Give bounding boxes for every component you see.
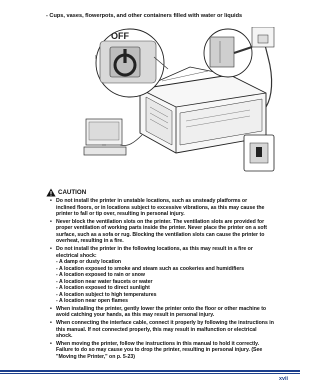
caution-text-line: Do not install the printer in unstable locations, such as unsteady platforms or (56, 198, 248, 204)
footer-rule (0, 370, 300, 372)
bullet-icon: • (50, 246, 52, 253)
caution-text-line: Do not install the printer in the following locations, as this may result in a fire or (56, 246, 253, 253)
bullet-icon: • (50, 218, 52, 225)
switch-marker: I (95, 55, 97, 61)
caution-text-line: When connecting the interface cable, connect it properly by following the instructions in (56, 320, 274, 327)
caution-text-line: surface, such as a sofa or rug. Blocking the ventilation slots can cause the printer to (56, 231, 265, 238)
caution-text-line: this manual. If not connected properly, this may result in malfunction or electrical (56, 326, 257, 333)
caution-text-line: proper ventilation of working parts inside the printer. Never place the printer on a soft (56, 225, 267, 232)
location-subitem: - A location exposed to rain or snow (56, 272, 145, 279)
bullet-icon: • (50, 320, 52, 327)
caution-text-line: When moving the printer, follow the instructions in this manual to hold it correctly. (56, 340, 260, 347)
intro-bullet-line: - Cups, vases, flowerpots, and other containers filled with water or liquids (46, 13, 243, 19)
rear-callout (244, 135, 274, 171)
printer-illustration (80, 27, 280, 177)
caution-text-line: avoid catching your hands, as this may result in personal injury. (56, 312, 215, 319)
caution-text-line: Never block the ventilation slots on the printer. The ventilation slots are provided for (56, 218, 265, 225)
caution-text-line: electrical shock: (56, 252, 97, 259)
caution-text-line: shock. (56, 333, 73, 340)
caution-text-line: printer to fall or tip over, resulting in personal injury. (56, 211, 185, 217)
computer-icon (84, 119, 126, 155)
caution-item (50, 306, 290, 319)
caution-item (50, 219, 290, 245)
location-subitem: - A damp or dusty location (56, 259, 122, 266)
caution-label: CAUTION (58, 189, 87, 196)
caution-item (50, 198, 290, 218)
caution-text-line: When installing the printer, gently lower the printer onto the floor or other machine to (56, 305, 267, 312)
caution-text-line: overheat, resulting in a fire. (56, 238, 124, 245)
off-label: OFF (111, 31, 129, 41)
bullet-icon: • (50, 198, 52, 204)
location-subitem: - A location exposed to smoke and steam such as cookeries and humidifiers (56, 265, 245, 272)
power-cord-callout (204, 29, 252, 77)
warning-triangle-icon (46, 188, 56, 197)
wall-outlet-icon (252, 27, 274, 47)
location-subitem: - A location subject to high temperatures (56, 291, 157, 298)
caution-item (50, 341, 290, 361)
footer-rule-thin (0, 373, 300, 374)
caution-text-line: Failure to do so may cause you to drop the printer, resulting in personal injury. (See (56, 347, 263, 354)
bullet-icon: • (50, 340, 52, 347)
caution-text-line: "Moving the Printer," on p. 5-23) (56, 353, 135, 360)
location-subitem: - A location near open flames (56, 298, 128, 305)
caution-text-line: inclined floors, or in locations subject to excessive vibrations, as this may cause the (56, 204, 265, 211)
bullet-icon: • (50, 305, 52, 312)
caution-list (50, 198, 290, 362)
power-off-illustration (80, 27, 280, 177)
location-subitem: - A location near water faucets or water (56, 278, 153, 285)
caution-item (50, 320, 290, 340)
page-number: xvii (279, 376, 288, 382)
location-subitem: - A location exposed to direct sunlight (56, 285, 150, 292)
caution-item (50, 246, 290, 305)
